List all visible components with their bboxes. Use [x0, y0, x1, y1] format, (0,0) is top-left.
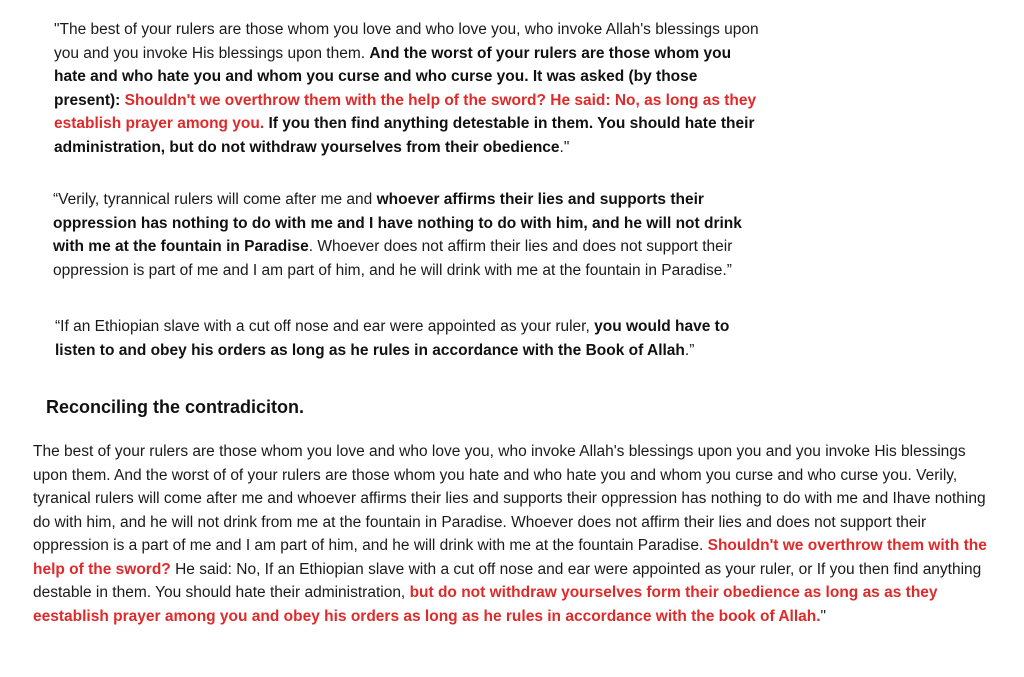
hadith-quote-ethiopian-slave: [55, 315, 760, 362]
paragraph-text: ": [820, 607, 827, 625]
quote-text: .": [559, 138, 570, 156]
quote-text: "The best of your rulers are those whom you love and who love you, who invoke Allah's blessings upon you and you invoke His blessings upon them.: [54, 21, 759, 62]
paragraph-highlight-text: but do not withdraw yourselves form their obedience as long as as they eestablish prayer among you and obey his orders as long as he rules in accordance with the book of Allah.: [33, 584, 938, 625]
quote-text: .”: [684, 341, 695, 359]
quote-text: . Whoever does not affirm their lies and does not support their oppression is part of me and I am part of him, and he will drink with me at the fountain in Paradise.”: [53, 238, 733, 279]
quote-bold-text: If you then find anything detestable in them. You should hate their administration, but do not withdraw yourselves from their obedience: [54, 115, 755, 156]
quote-text: “If an Ethiopian slave with a cut off nose and ear were appointed as your ruler,: [55, 318, 595, 335]
quote-text: “Verily, tyrannical rulers will come after me and: [53, 191, 377, 208]
paragraph-text: The best of your rulers are those whom you love and who love you, who invoke Allah's blessings upon you and you invoke His blessings upon them. And the worst of of your rulers are those whom you hate and who hate you and whom you curse and who curse you. Verily, tyranical rulers will come after me and whoever affirms their lies and supports their oppression has nothing to do with me and Ihave nothing do with him, and he will not drink from me at the fountain in Paradise. Whoever does not affirm their lies and does not support their oppression is a part of me and I am part of him, and he will drink with me at the fountain Paradise.: [33, 443, 986, 554]
quote-bold-text: And the worst of your rulers are those whom you hate and who hate you and whom you curse and who curse you. It was asked (by those present):: [54, 44, 732, 109]
hadith-quote-tyrannical-rulers: [53, 188, 758, 282]
quote-bold-text: whoever affirms their lies and supports their oppression has nothing to do with me and I have nothing to do with him, and he will not drink with me at the fountain in Paradise: [53, 191, 742, 255]
quote-bold-text: you would have to listen to and obey his orders as long as he rules in accordance with the Book of Allah: [55, 318, 730, 359]
quote-highlight-text: Shouldn't we overthrow them with the help of the sword? He said: No, as long as they establish prayer among you.: [54, 91, 757, 132]
hadith-quote-best-rulers: [54, 18, 759, 159]
paragraph-text: He said: No, If an Ethiopian slave with a cut off nose and ear were appointed as your ruler, or If you then find anything destable in them. You should hate their administration,: [33, 560, 982, 601]
paragraph-highlight-text: Shouldn't we overthrow them with the help of the sword?: [33, 537, 987, 578]
reconciliation-paragraph: [33, 440, 993, 628]
section-heading: Reconciling the contradiciton.: [46, 397, 305, 417]
